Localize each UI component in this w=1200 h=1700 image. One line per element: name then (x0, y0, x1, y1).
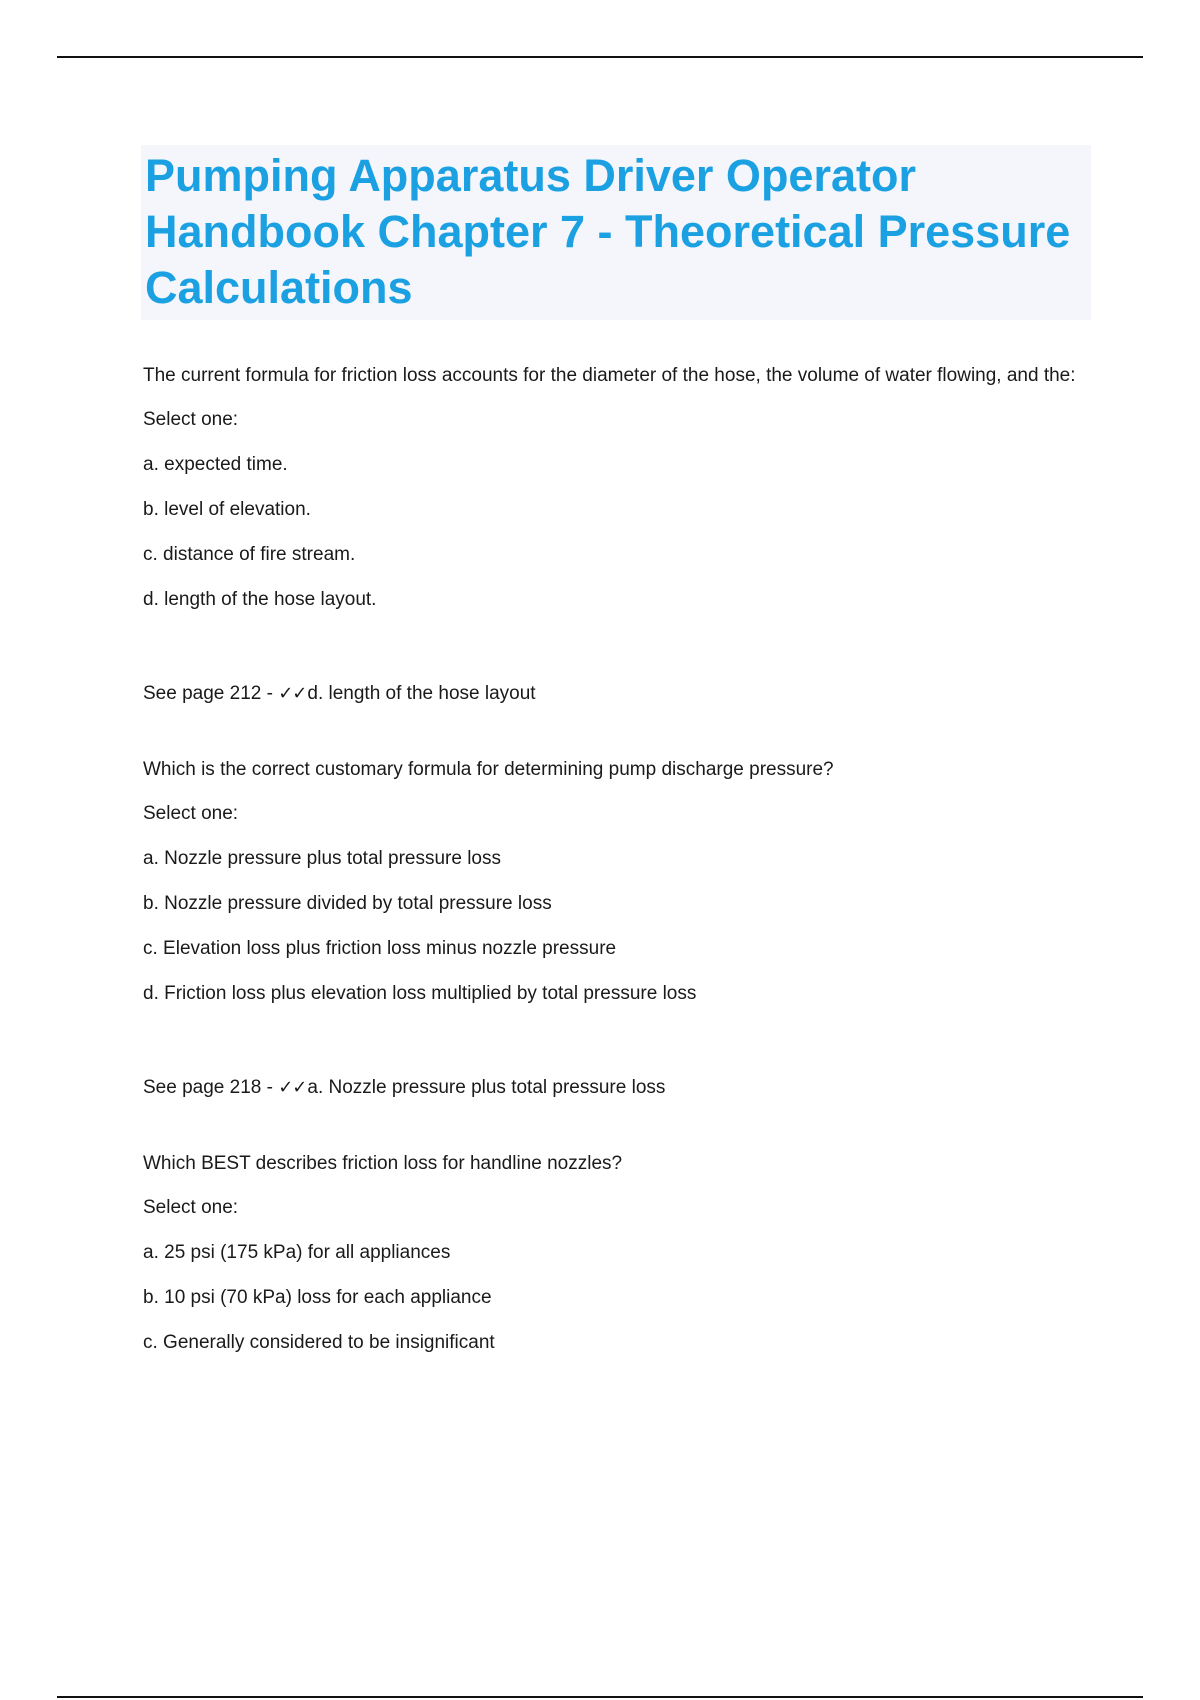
option-c: c. Elevation loss plus friction loss minus nozzle pressure (143, 938, 617, 959)
option-d: d. Friction loss plus elevation loss multiplied by total pressure loss (143, 983, 697, 1004)
select-one-label: Select one: (143, 409, 239, 430)
option-b: b. Nozzle pressure divided by total pressure loss (143, 893, 552, 914)
question-block-2 (143, 755, 1093, 1103)
double-check-icon: ✓✓ (278, 683, 307, 704)
question-prompt: Which BEST describes friction loss for handline nozzles? (143, 1153, 623, 1174)
option-a: a. 25 psi (175 kPa) for all appliances (143, 1242, 451, 1263)
answer-line (143, 1073, 1093, 1103)
option-c: c. Generally considered to be insignificant (143, 1332, 495, 1353)
title-banner (141, 145, 1091, 320)
bottom-rule (57, 1696, 1143, 1698)
document-body (143, 145, 1093, 1358)
option-d: d. length of the hose layout. (143, 589, 377, 610)
option-b: b. level of elevation. (143, 499, 311, 520)
question-block-3 (143, 1149, 1093, 1358)
option-a: a. Nozzle pressure plus total pressure loss (143, 848, 501, 869)
answer-text: a. Nozzle pressure plus total pressure loss (307, 1077, 666, 1098)
question-prompt: The current formula for friction loss accounts for the diameter of the hose, the volume of water flowing, and the: (143, 365, 1076, 386)
select-one-label: Select one: (143, 1197, 239, 1218)
option-b: b. 10 psi (70 kPa) loss for each appliance (143, 1287, 492, 1308)
option-c: c. distance of fire stream. (143, 544, 356, 565)
answer-reference: See page 218 - (143, 1077, 279, 1098)
double-check-icon: ✓✓ (278, 1077, 307, 1098)
question-prompt: Which is the correct customary formula for determining pump discharge pressure? (143, 759, 834, 780)
select-one-label: Select one: (143, 803, 239, 824)
top-rule (57, 56, 1143, 58)
answer-text: d. length of the hose layout (307, 683, 536, 704)
question-block-1 (143, 361, 1093, 709)
answer-line (143, 679, 1093, 709)
document-title: Pumping Apparatus Driver Operator Handbook Chapter 7 - Theoretical Pressure Calculations (145, 150, 1071, 313)
option-a: a. expected time. (143, 454, 288, 475)
answer-reference: See page 212 - (143, 683, 279, 704)
